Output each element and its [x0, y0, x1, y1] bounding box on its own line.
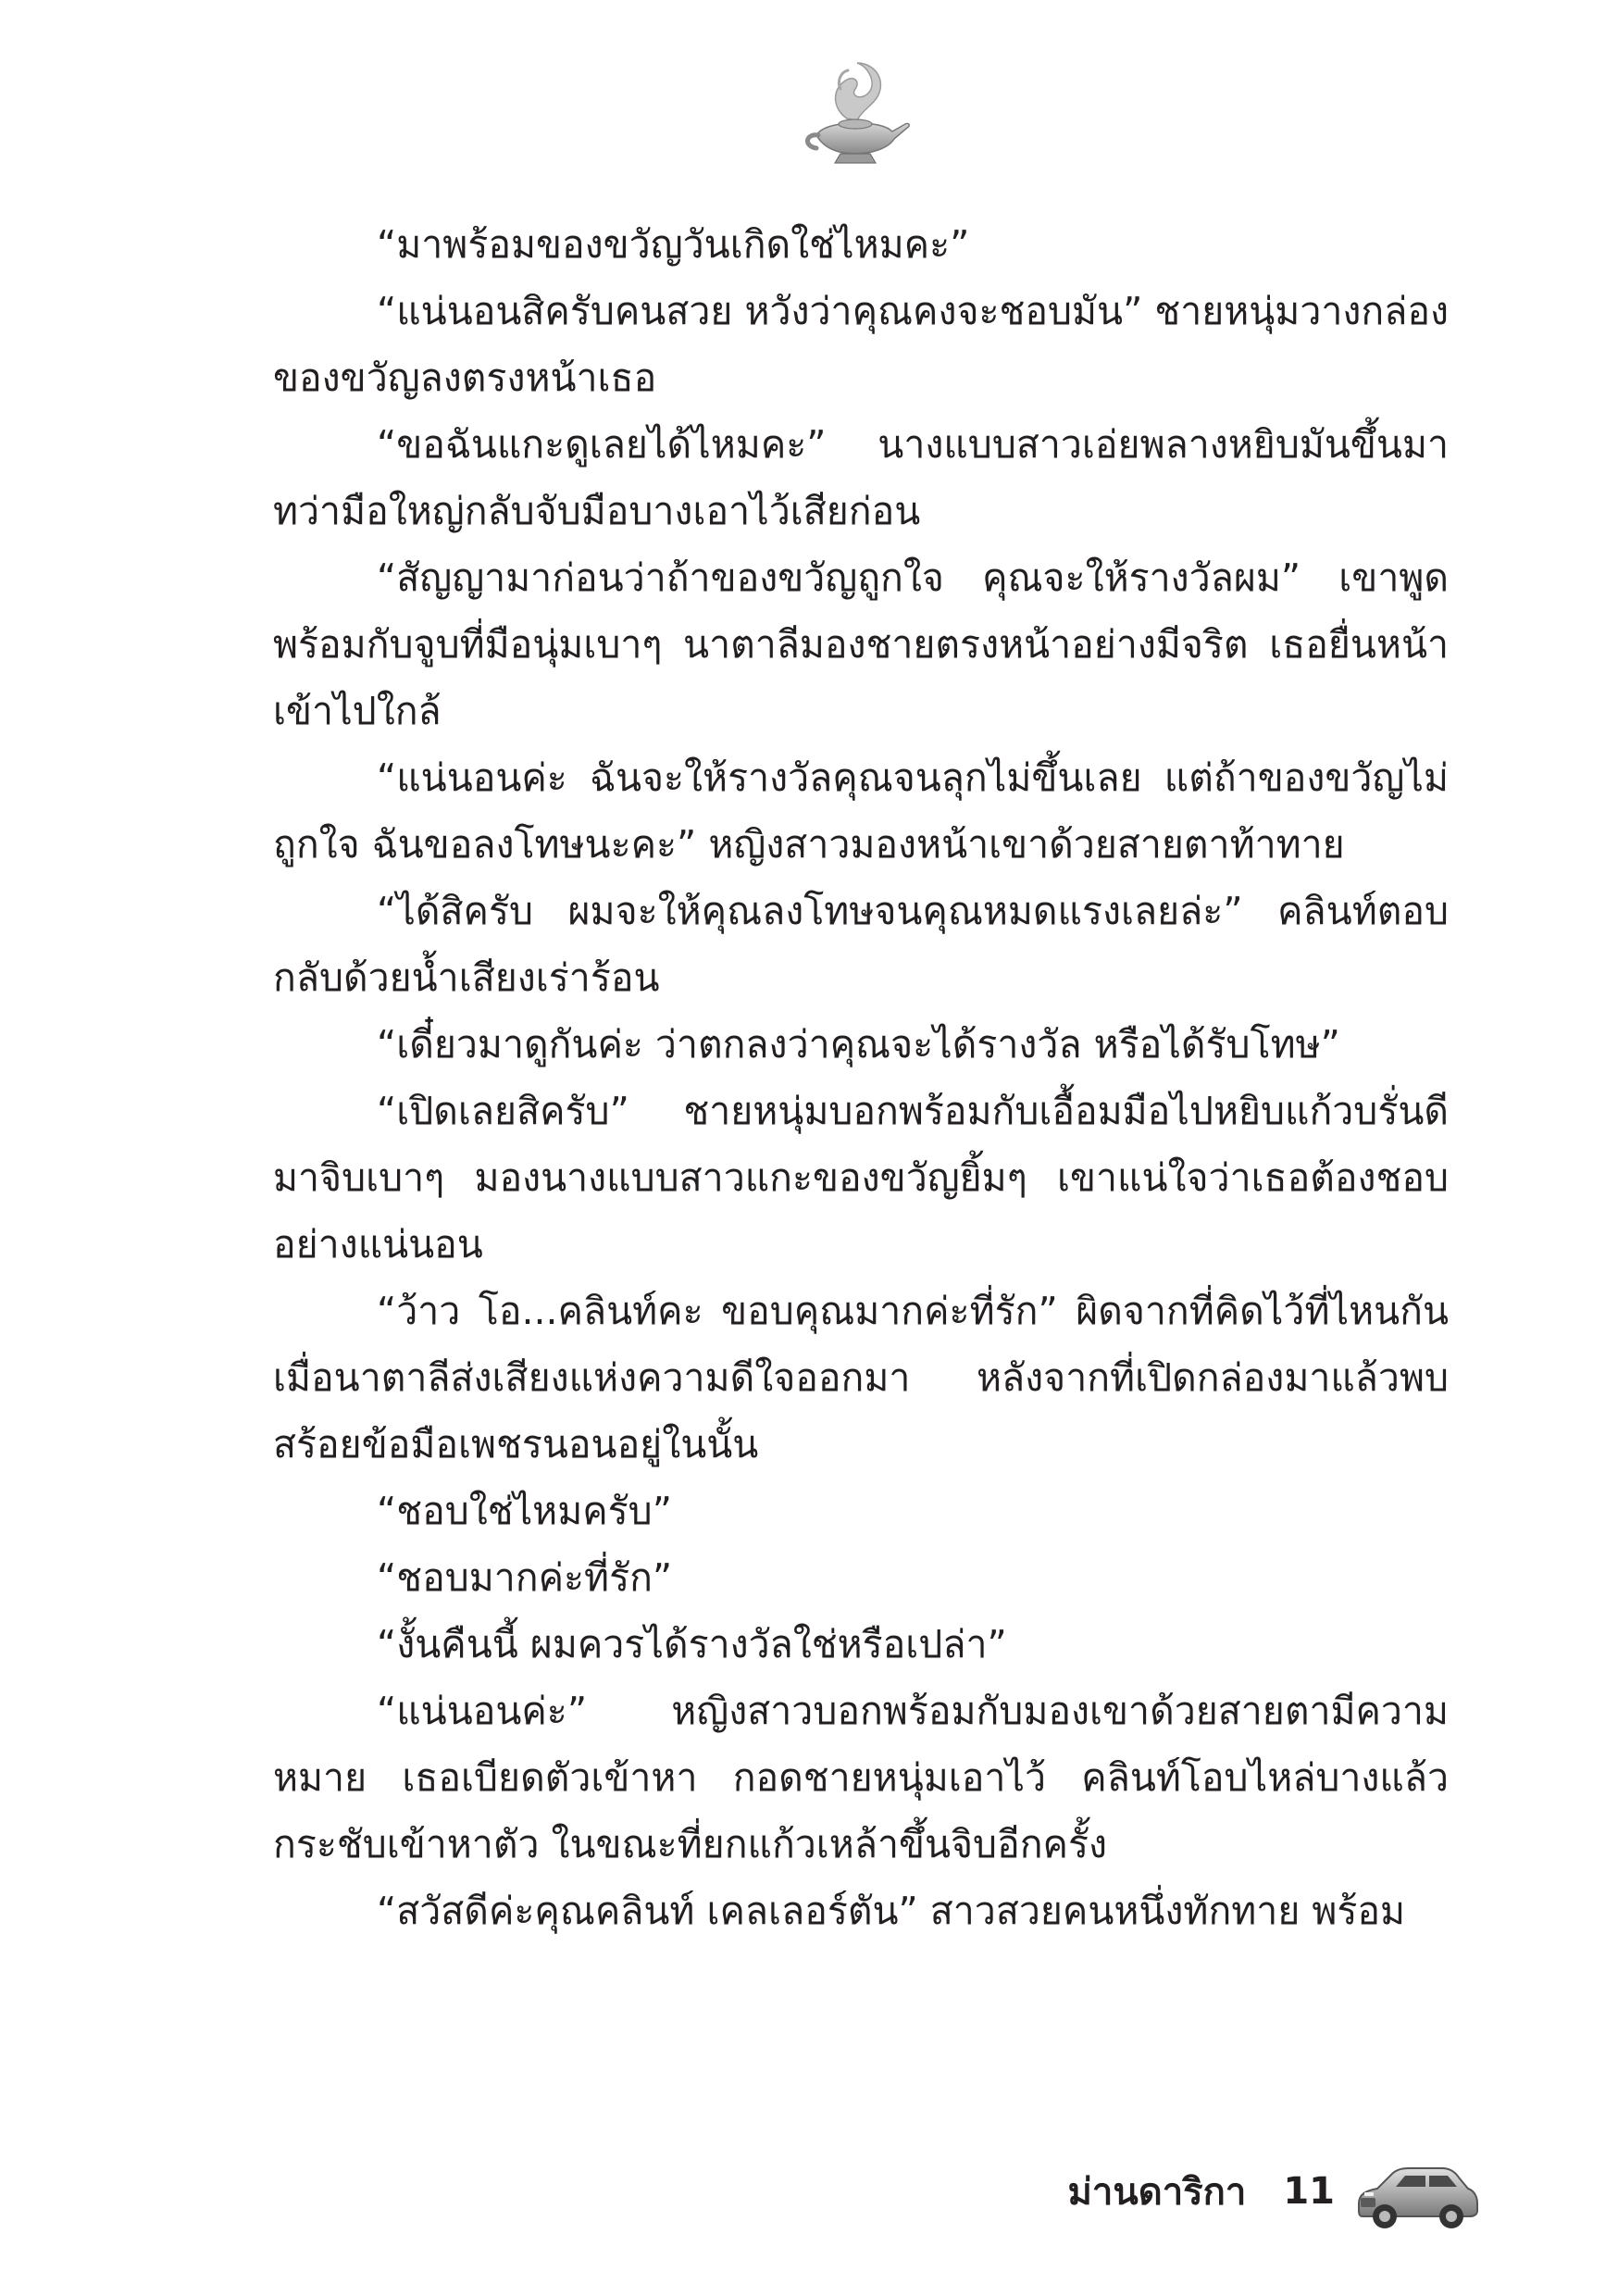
paragraph: “มาพร้อมของขวัญวันเกิดใช่ไหมคะ”: [377, 222, 970, 267]
paragraph: “ชอบมากค่ะที่รัก”: [377, 1555, 673, 1600]
body-text: [273, 211, 1449, 1944]
paragraph: “เปิดเลยสิครับ” ชายหนุ่มบอกพร้อมกับเอื้อมมือไปหยิบแก้วบรั่นดีมาจิบเบาๆ มองนางแบบสาวแกะของขวัญยิ้มๆ เขาแน่ใจว่าเธอต้องชอบอย่างแน่นอน: [273, 1089, 1449, 1267]
paragraph: “สัญญามาก่อนว่าถ้าของขวัญถูกใจ คุณจะให้รางวัลผม” เขาพูดพร้อมกับจูบที่มือนุ่มเบาๆ นาตาลีมองชายตรงหน้าอย่างมีจริต เธอยื่นหน้าเข้าไปใกล้: [273, 555, 1449, 733]
paragraph: “แน่นอนค่ะ” หญิงสาวบอกพร้อมกับมองเขาด้วยสายตามีความหมาย เธอเบียดตัวเข้าหา กอดชายหนุ่มเอาไว้ คลินท์โอบไหล่บางแล้วกระชับเข้าหาตัว ในขณะที่ยกแก้วเหล้าขึ้นจิบอีกครั้ง: [273, 1689, 1449, 1866]
paragraph: “งั้นคืนนี้ ผมควรได้รางวัลใช่หรือเปล่า”: [377, 1622, 1007, 1666]
page-number: 11: [1283, 2170, 1335, 2213]
paragraph: “แน่นอนสิครับคนสวย หวังว่าคุณคงจะชอบมัน” ชายหนุ่มวางกล่องของขวัญลงตรงหน้าเธอ: [273, 289, 1449, 400]
page-footer: [1068, 2140, 1481, 2242]
paragraph: “เดี๋ยวมาดูกันค่ะ ว่าตกลงว่าคุณจะได้รางวัล หรือได้รับโทษ”: [377, 1022, 1340, 1067]
book-title: ม่านดาริกา: [1067, 2171, 1247, 2214]
paragraph: “สวัสดีค่ะคุณคลินท์ เคลเลอร์ตัน” สาวสวยคนหนึ่งทักทาย พร้อม: [377, 1889, 1406, 1933]
paragraph: “ขอฉันแกะดูเลยได้ไหมคะ” นางแบบสาวเอ่ยพลางหยิบมันขึ้นมา ทว่ามือใหญ่กลับจับมือบางเอาไว้เสียก่อน: [273, 422, 1449, 533]
paragraph: “ได้สิครับ ผมจะให้คุณลงโทษจนคุณหมดแรงเลยล่ะ” คลินท์ตอบกลับด้วยน้ำเสียงเร่าร้อน: [273, 889, 1449, 1000]
paragraph: “แน่นอนค่ะ ฉันจะให้รางวัลคุณจนลุกไม่ขึ้นเลย แต่ถ้าของขวัญไม่ถูกใจ ฉันขอลงโทษนะคะ” หญิงสาวมองหน้าเขาด้วยสายตาท้าทาย: [273, 755, 1449, 867]
magic-lamp-icon: [796, 54, 916, 174]
car-icon: [1351, 2150, 1481, 2233]
paragraph: “ว้าว โอ...คลินท์คะ ขอบคุณมากค่ะที่รัก” ผิดจากที่คิดไว้ที่ไหนกัน เมื่อนาตาลีส่งเสียงแห่งความดีใจออกมา หลังจากที่เปิดกล่องมาแล้วพบสร้อยข้อมือเพชรนอนอยู่ในนั้น: [273, 1289, 1449, 1466]
paragraph: “ชอบใช่ไหมครับ”: [377, 1489, 672, 1533]
